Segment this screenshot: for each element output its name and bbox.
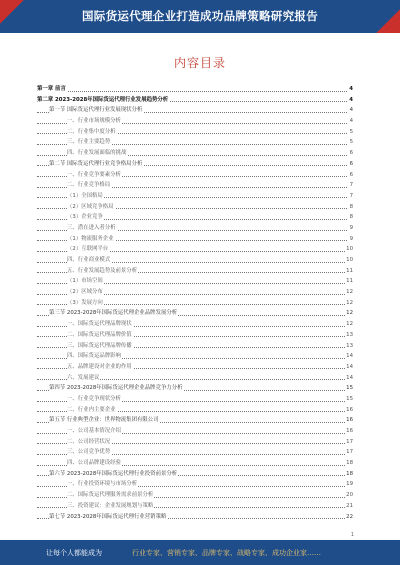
toc-entry-label: 三、潜在进入者分析 xyxy=(67,224,116,231)
toc-entry-label: 一、行业竞争要素分析 xyxy=(67,171,121,178)
toc-entry[interactable] xyxy=(37,84,353,95)
toc-entry-page: 9 xyxy=(349,234,353,245)
toc-entry-page: 10 xyxy=(345,244,353,255)
toc-entry-label: （1）市场空间 xyxy=(67,278,103,285)
footer-slogan-right: 行业专家、营销专家、品牌专家、战略专家、成功企业家…… xyxy=(132,549,321,557)
toc-entry[interactable] xyxy=(37,244,353,255)
toc-entry-page: 6 xyxy=(349,148,353,159)
toc-entry[interactable] xyxy=(37,266,353,277)
toc-entry-page: 9 xyxy=(349,223,353,234)
toc-entry[interactable] xyxy=(37,426,353,437)
toc-entry[interactable] xyxy=(37,490,353,501)
toc-entry-page: 4 xyxy=(349,105,353,116)
toc-entry[interactable] xyxy=(37,223,353,234)
toc-entry-label: （2）区域竞争格局 xyxy=(67,203,114,210)
toc-entry-label: 第四节 2023-2028年国际货运代理企业品牌竞争力分析 xyxy=(49,385,183,392)
toc-entry[interactable] xyxy=(37,170,353,181)
toc-entry-page: 6 xyxy=(349,170,353,181)
toc-entry[interactable] xyxy=(37,458,353,469)
footer-banner xyxy=(0,540,400,565)
toc-entry-label: 第二章 2023-2028年国际货运代理行业发展趋势分析 xyxy=(37,96,169,103)
toc-entry[interactable] xyxy=(37,341,353,352)
toc-entry[interactable] xyxy=(37,287,353,298)
toc-entry-page: 8 xyxy=(349,202,353,213)
toc-entry-page: 6 xyxy=(349,159,353,170)
toc-entry[interactable] xyxy=(37,383,353,394)
toc-entry-label: 三、行业主要趋势 xyxy=(67,139,111,146)
toc-entry-label: （1）物流服务企业 xyxy=(67,235,114,242)
toc-entry[interactable] xyxy=(37,469,353,480)
toc-entry[interactable] xyxy=(37,276,353,287)
toc-entry[interactable] xyxy=(37,351,353,362)
toc-entry[interactable] xyxy=(37,212,353,223)
toc-entry-page: 16 xyxy=(345,405,353,416)
toc-entry-label: 第二节 国际货运代理行业竞争格局分析 xyxy=(49,160,143,167)
toc-entry-label: 第一节 国际货运代理行业发展现状分析 xyxy=(49,107,143,114)
toc-entry-page: 17 xyxy=(345,437,353,448)
toc-entry-page: 13 xyxy=(345,341,353,352)
toc-entry-page: 15 xyxy=(345,383,353,394)
toc-entry-label: （2）区域分布 xyxy=(67,289,103,296)
toc-entry-label: 三、投资建议：企业发展规划与策略 xyxy=(67,502,154,509)
toc-entry-label: 四、行业商业模式 xyxy=(67,257,111,263)
toc-entry-page: 18 xyxy=(345,469,353,480)
toc-entry[interactable] xyxy=(37,437,353,448)
toc-entry[interactable] xyxy=(37,405,353,416)
toc-entry-label: （2）互联网平台 xyxy=(67,246,109,253)
toc-entry-page: 19 xyxy=(345,479,353,490)
toc-entry[interactable] xyxy=(37,308,353,319)
toc-entry-label: 三、国际货运代理品牌传播 xyxy=(67,342,132,349)
toc-entry-label: 二、行业竞争格局 xyxy=(67,182,111,189)
toc-entry-page: 10 xyxy=(345,255,353,266)
toc-entry-label: 三、公司竞争优势 xyxy=(67,449,111,456)
toc-entry[interactable] xyxy=(37,234,353,245)
toc-entry-label: （3）企业竞争 xyxy=(67,214,103,221)
toc-entry-page: 8 xyxy=(349,212,353,223)
header-banner xyxy=(0,0,400,33)
toc-entry[interactable] xyxy=(37,159,353,170)
toc-entry-page: 14 xyxy=(345,373,353,384)
toc-entry[interactable] xyxy=(37,202,353,213)
toc-entry-label: 第六节 2023-2028年国际货运代理行业投资前景分析 xyxy=(49,470,178,477)
toc-entry-page: 12 xyxy=(345,298,353,309)
toc-entry-page: 5 xyxy=(349,127,353,138)
toc-entry[interactable] xyxy=(37,373,353,384)
toc-entry-page: 12 xyxy=(345,319,353,330)
toc-entry-label: 二、公司经营状况 xyxy=(67,438,111,445)
toc-entry-page: 16 xyxy=(345,426,353,437)
toc-entry-page: 17 xyxy=(345,447,353,458)
toc-entry[interactable] xyxy=(37,116,353,127)
toc-entry-label: 第三节 2023-2028年国际货运代理企业品牌发展分析 xyxy=(49,310,178,317)
toc-entry-label: 二、国际货运代理服务需求前景分析 xyxy=(67,492,154,499)
toc-entry-page: 12 xyxy=(345,287,353,298)
toc-entry-label: 第一章 前言 xyxy=(37,86,66,92)
page-number: 1 xyxy=(350,532,354,538)
toc-entry-page: 12 xyxy=(345,308,353,319)
toc-entry-label: 四、公司品牌建设经验 xyxy=(67,460,121,467)
toc-entry-page: 14 xyxy=(345,351,353,362)
toc-entry-label: 一、行业投资环境与市场分析 xyxy=(67,481,138,488)
footer-slogan-left: 让每个人都能成为 xyxy=(46,549,102,557)
toc-entry[interactable] xyxy=(37,394,353,405)
toc-entry-label: 一、行业市场规模分析 xyxy=(67,118,121,125)
toc-entry[interactable] xyxy=(37,447,353,458)
toc-entry[interactable] xyxy=(37,105,353,116)
toc-entry-page: 4 xyxy=(349,116,353,127)
toc-entry-label: 二、行业内主要企业 xyxy=(67,406,116,413)
toc-entry-page: 22 xyxy=(345,512,353,523)
toc-entry-label: 一、公司基本情况介绍 xyxy=(67,428,121,434)
toc-entry[interactable] xyxy=(37,330,353,341)
toc-entry-label: 五、品牌建设对企业的作用 xyxy=(67,363,132,370)
toc-entry-label: 六、发展建议 xyxy=(67,374,100,381)
toc-entry-label: 第七节 2023-2028年国际货运代理行业营销策略 xyxy=(49,513,167,520)
toc-entry[interactable] xyxy=(37,95,353,106)
toc-entry-label: 二、行业集中度分析 xyxy=(67,128,116,135)
toc-entry-page: 5 xyxy=(349,137,353,148)
toc-entry[interactable] xyxy=(37,127,353,138)
toc-entry[interactable] xyxy=(37,180,353,191)
toc-entry-page: 4 xyxy=(348,95,353,106)
toc-entry[interactable] xyxy=(37,319,353,330)
toc-entry[interactable] xyxy=(37,479,353,490)
toc-entry-label: 二、国际货运代理品牌价值 xyxy=(67,331,132,338)
toc-entry-label: 四、行业发展面临的挑战 xyxy=(67,150,127,157)
toc-entry[interactable] xyxy=(37,148,353,159)
toc-heading: 内容目录 xyxy=(173,56,226,70)
toc-entry-label: 五、行业发展趋势及前景分析 xyxy=(67,267,138,274)
toc-entry[interactable] xyxy=(37,362,353,373)
toc-entry[interactable] xyxy=(37,191,353,202)
toc-entry[interactable] xyxy=(37,415,353,426)
toc-entry-page: 7 xyxy=(349,180,353,191)
toc-entry-label: 四、国际货运品牌影响 xyxy=(67,353,121,360)
toc-entry-page: 14 xyxy=(345,362,353,373)
toc-entry-page: 11 xyxy=(345,276,353,287)
toc-entry-label: （3）发展方向 xyxy=(67,299,103,306)
toc-entry-page: 13 xyxy=(345,330,353,341)
toc-entry-label: 一、行业竞争现状分析 xyxy=(67,395,121,402)
toc-entry-label: 一、国际货运代理品牌现状 xyxy=(67,321,132,328)
table-of-contents xyxy=(37,84,353,522)
toc-entry-label: 第五节 行业典型企业：世界物流集团有限公司 xyxy=(49,417,159,424)
toc-entry[interactable] xyxy=(37,298,353,309)
toc-entry-label: （1）全国格局 xyxy=(67,192,103,199)
toc-entry[interactable] xyxy=(37,512,353,523)
toc-entry-page: 4 xyxy=(348,84,353,95)
toc-entry-page: 16 xyxy=(345,415,353,426)
toc-entry-page: 20 xyxy=(345,490,353,501)
toc-entry[interactable] xyxy=(37,255,353,266)
toc-entry-page: 21 xyxy=(345,501,353,512)
toc-entry-page: 11 xyxy=(345,266,353,277)
toc-entry-page: 18 xyxy=(345,458,353,469)
toc-entry-page: 7 xyxy=(349,191,353,202)
report-title: 国际货运代理企业打造成功品牌策略研究报告 xyxy=(82,9,318,23)
toc-entry[interactable] xyxy=(37,501,353,512)
toc-entry-page: 15 xyxy=(345,394,353,405)
toc-entry[interactable] xyxy=(37,137,353,148)
